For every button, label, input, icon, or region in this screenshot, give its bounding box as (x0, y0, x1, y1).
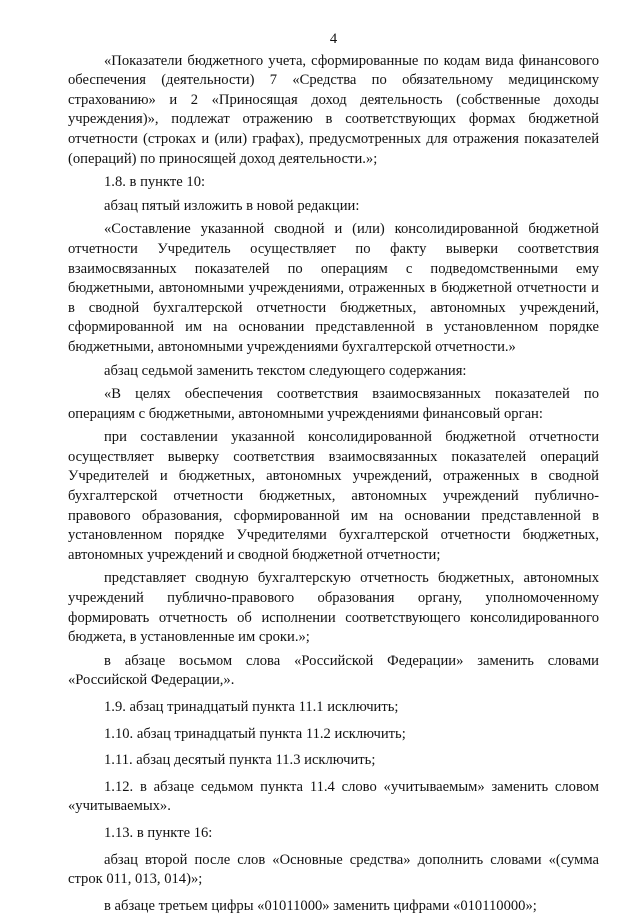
paragraph-financial-body-quote: «В целях обеспечения соответствия взаимосвязанных показателей по операциям с бюджетными, автономными учреждениями финансовый орган: (68, 386, 599, 422)
paragraph-eighth-replace: в абзаце восьмом слова «Российской Федерации» заменить словами «Российской Федерации,». (68, 652, 599, 689)
paragraph-item-1-11: 1.11. абзац десятый пункта 11.3 исключить; (104, 752, 376, 769)
document-page (68, 30, 599, 916)
paragraph-item-1-13: 1.13. в пункте 16: (104, 824, 213, 841)
paragraph-item-1-8: 1.8. в пункте 10: (104, 174, 206, 191)
paragraph-second-add-words: абзац второй после слов «Основные средства» дополнить словами «(сумма строк 011, 013, 014)»; (68, 851, 599, 888)
paragraph-third-replace-digits: в абзаце третьем цифры «01011000» заменить цифрами «010110000»; (104, 897, 537, 914)
page-number: 4 (329, 31, 338, 47)
paragraph-reconciliation: при составлении указанной консолидированной бюджетной отчетности осуществляет выверку соответствия взаимосвязанных показателей операций Учредителей и бюджетных, автономных учреждений, отраженных в сводной бухгалтерской отчетности бюджетных, автономных учреждений публично-правового образования, сформированной им на основании представленной в установленном порядке Учредителями бухгалтерской отчетности бюджетных, автономных учреждений и сводной бюджетной отчетности; (68, 429, 599, 563)
paragraph-item-1-9: 1.9. абзац тринадцатый пункта 11.1 исключить; (104, 699, 399, 715)
paragraph-compilation-quote: «Составление указанной сводной и (или) консолидированной бюджетной отчетности Учредитель осуществляет по факту выверки соответствия взаимосвязанных показателей по операциям с подведомственными ему бюджетными, автономными учреждениями, отраженных в бюджетной отчетности и в сводной бухгалтерской отчетности бюджетных, автономных учреждений, сформированной им на основании представленной в установленном порядке бюджетными, автономными учреждениями бухгалтерской отчетности.» (68, 221, 599, 355)
paragraph-submission: представляет сводную бухгалтерскую отчетность бюджетных, автономных учреждений публично-правового образования органу, уполномоченному формировать отчетность об исполнении соответствующего консолидированного бюджета, в установленные им сроки.»; (68, 570, 599, 646)
paragraph-seventh-replace: абзац седьмой заменить текстом следующего содержания: (104, 362, 467, 379)
paragraph-item-1-10: 1.10. абзац тринадцатый пункта 11.2 исключить; (104, 725, 406, 742)
paragraph-fifth-new-edition: абзац пятый изложить в новой редакции: (104, 197, 360, 214)
paragraph-indicators-quote: «Показатели бюджетного учета, сформированные по кодам вида финансового обеспечения (деятельности) 7 «Средства по обязательному медицинскому страхованию» и 2 «Приносящая доход деятельность (собственные доходы учреждения)», подлежат отражению в соответствующих формах бюджетной отчетности (строках и (или) графах), предусмотренных для отражения показателей (операций) по приносящей доход деятельности.»; (68, 52, 599, 167)
paragraph-item-1-12: 1.12. в абзаце седьмом пункта 11.4 слово «учитываемым» заменить словом «учитываемых». (68, 778, 599, 815)
